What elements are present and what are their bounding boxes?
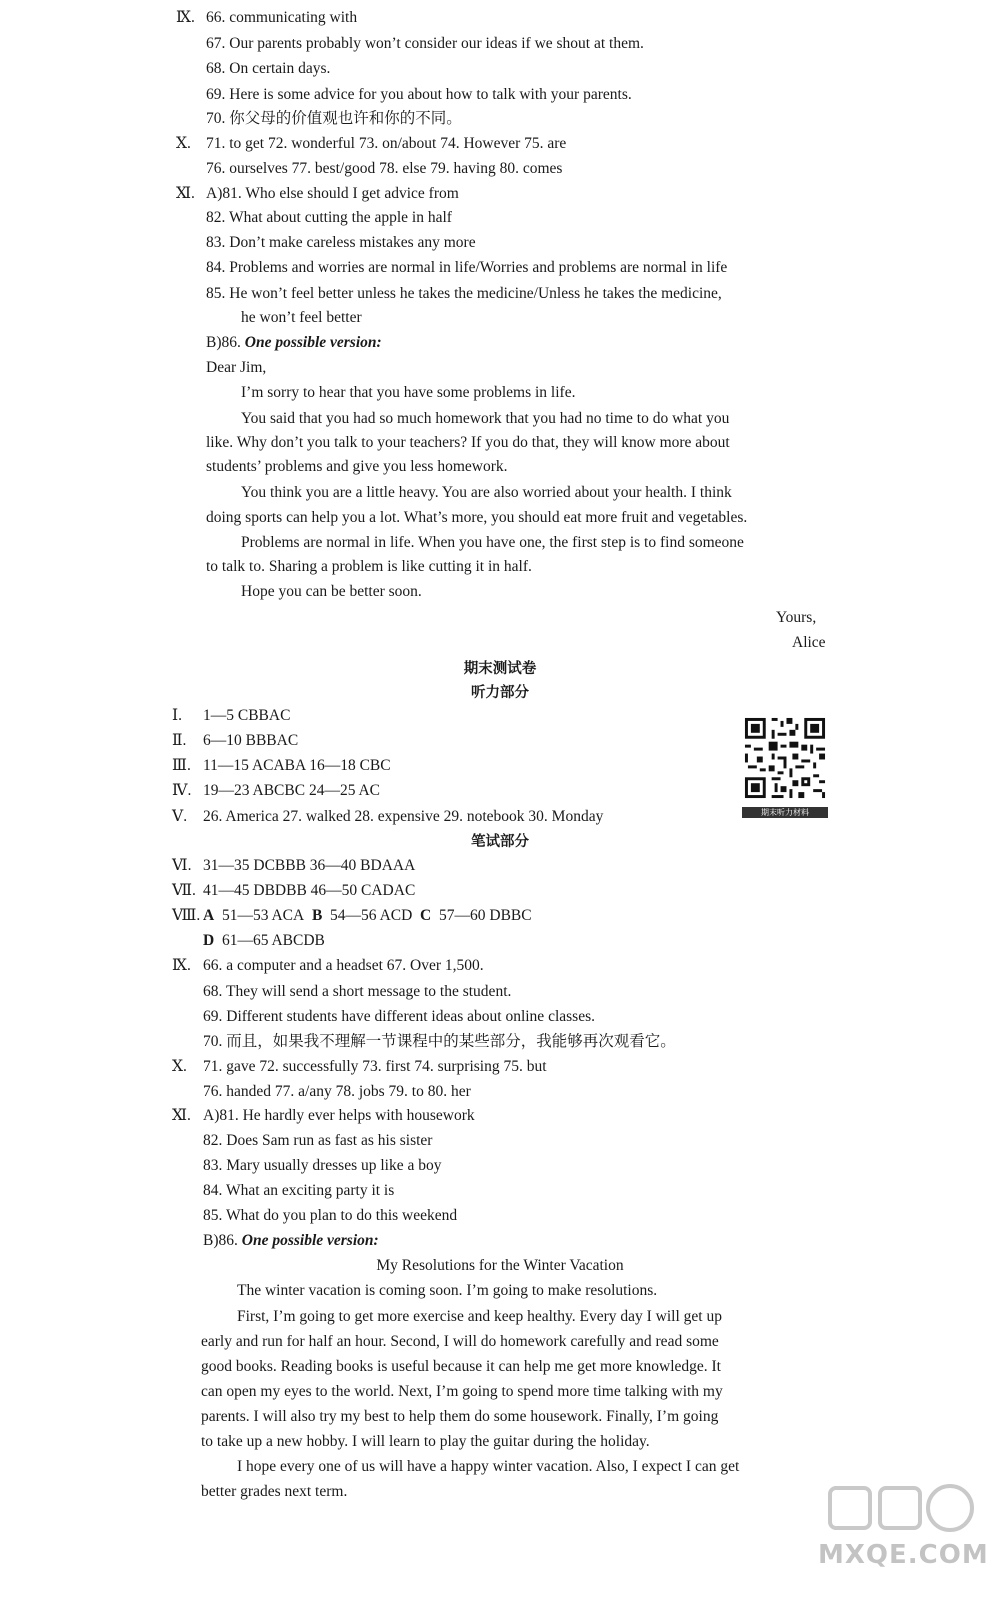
essay-line: can open my eyes to the world. Next, I’m going to spend more time talking with my: [201, 1383, 723, 1400]
answer-line: he won’t feel better: [241, 309, 362, 326]
section-roman: Ⅲ.: [172, 757, 191, 774]
essay-line: parents. I will also try my best to help them do some housework. Finally, I’m going: [201, 1408, 719, 1425]
letter-line: doing sports can help you a lot. What’s more, you should eat more fruit and vegetables.: [206, 509, 748, 526]
writing-label: B)86. One possible version:: [203, 1232, 379, 1249]
letter-line: You think you are a little heavy. You are also worried about your health. I think: [241, 484, 732, 501]
answer-line: A 51—53 ACA B 54—56 ACD C 57—60 DBBC: [203, 907, 532, 924]
section-roman: Ⅸ.: [176, 9, 195, 26]
answer-line: A)81. Who else should I get advice from: [206, 185, 459, 202]
essay-line: First, I’m going to get more exercise and keep healthy. Every day I will get up: [237, 1308, 722, 1325]
answer-line: 76. ourselves 77. best/good 78. else 79. having 80. comes: [206, 160, 563, 177]
letter-line: Hope you can be better soon.: [241, 583, 422, 600]
letter-line: to talk to. Sharing a problem is like cutting it in half.: [206, 558, 532, 575]
qr-code[interactable]: [742, 714, 828, 817]
answer-line: 85. He won’t feel better unless he takes the medicine/Unless he takes the medicine,: [206, 285, 722, 302]
answer-line: 31—35 DCBBB 36—40 BDAAA: [203, 857, 416, 874]
answer-line: 41—45 DBDBB 46—50 CADAC: [203, 882, 416, 899]
answer-line: 82. Does Sam run as fast as his sister: [203, 1132, 433, 1149]
answer-line: 83. Don’t make careless mistakes any more: [206, 234, 476, 251]
letter-signature: Alice: [792, 634, 826, 651]
answer-line: 67. Our parents probably won’t consider our ideas if we shout at them.: [206, 35, 644, 52]
answer-line: 11—15 ACABA 16—18 CBC: [203, 757, 391, 774]
section-roman: Ⅹ.: [176, 135, 191, 152]
section-roman: Ⅺ.: [176, 185, 195, 202]
essay-line: I hope every one of us will have a happy winter vacation. Also, I expect I can get: [237, 1458, 740, 1475]
essay-title: My Resolutions for the Winter Vacation: [376, 1257, 624, 1274]
letter-line: Dear Jim,: [206, 359, 267, 376]
essay-line: better grades next term.: [201, 1483, 348, 1500]
letter-line: You said that you had so much homework that you had no time to do what you: [241, 410, 730, 427]
essay-line: early and run for half an hour. Second, I will do homework carefully and read some: [201, 1333, 719, 1350]
answer-line: 84. What an exciting party it is: [203, 1182, 395, 1199]
answer-line: 66. communicating with: [206, 9, 358, 26]
answer-line: 82. What about cutting the apple in half: [206, 209, 452, 226]
essay-line: good books. Reading books is useful because it can help me get more knowledge. It: [201, 1358, 721, 1375]
letter-line: Problems are normal in life. When you have one, the first step is to find someone: [241, 534, 744, 551]
section-roman: Ⅰ.: [172, 707, 182, 724]
essay-line: The winter vacation is coming soon. I’m going to make resolutions.: [237, 1282, 658, 1299]
writing-title: 笔试部分: [471, 834, 529, 850]
answer-line: 85. What do you plan to do this weekend: [203, 1207, 458, 1224]
answer-line: A)81. He hardly ever helps with housework: [203, 1107, 475, 1124]
answer-line: 66. a computer and a headset 67. Over 1,500.: [203, 957, 484, 974]
section-roman: Ⅵ.: [172, 857, 192, 874]
answer-line: 19—23 ABCBC 24—25 AC: [203, 782, 380, 799]
letter-line: like. Why don’t you talk to your teachers? If you do that, they will know more about: [206, 434, 730, 451]
answer-line: 6—10 BBBAC: [203, 732, 299, 749]
answer-line: 83. Mary usually dresses up like a boy: [203, 1157, 442, 1174]
listening-title: 听力部分: [471, 685, 529, 701]
answer-line: 69. Here is some advice for you about how to talk with your parents.: [206, 86, 632, 103]
answer-line: 76. handed 77. a/any 78. jobs 79. to 80. her: [203, 1083, 471, 1100]
final-test-title: 期末测试卷: [463, 661, 537, 677]
section-roman: Ⅸ.: [172, 957, 191, 974]
writing-label: B)86. One possible version:: [206, 334, 382, 351]
section-roman: Ⅴ.: [172, 808, 188, 825]
section-roman: Ⅶ.: [172, 882, 196, 899]
answer-line: 68. On certain days.: [206, 60, 331, 77]
answer-line: 26. America 27. walked 28. expensive 29. notebook 30. Monday: [203, 808, 604, 825]
qr-code-icon: [742, 714, 828, 802]
answer-line: 70. 而且，如果我不理解一节课程中的某些部分，我能够再次观看它。: [203, 1033, 676, 1050]
essay-line: to take up a new hobby. I will learn to play the guitar during the holiday.: [201, 1433, 650, 1450]
answer-line: D 61—65 ABCDB: [203, 932, 325, 949]
watermark-icon: [818, 1480, 988, 1590]
watermark-logo: [818, 1480, 988, 1590]
answer-line: 69. Different students have different ideas about online classes.: [203, 1008, 595, 1025]
letter-line: I’m sorry to hear that you have some problems in life.: [241, 384, 576, 401]
answer-line: 84. Problems and worries are normal in life/Worries and problems are normal in life: [206, 259, 728, 276]
letter-line: students’ problems and give you less homework.: [206, 458, 508, 475]
section-roman: Ⅷ.: [172, 907, 201, 924]
letter-closing: Yours,: [776, 609, 817, 626]
answer-line: 70. 你父母的价值观也许和你的不同。: [206, 110, 462, 127]
section-roman: Ⅳ.: [172, 782, 192, 799]
answer-line: 1—5 CBBAC: [203, 707, 291, 724]
section-roman: Ⅹ.: [172, 1058, 187, 1075]
watermark-text: MXQE.COM: [818, 1540, 989, 1570]
qr-caption: 期末听力材料: [742, 807, 828, 818]
section-roman: Ⅺ.: [172, 1107, 191, 1124]
answer-line: 71. gave 72. successfully 73. first 74. surprising 75. but: [203, 1058, 547, 1075]
answer-line: 71. to get 72. wonderful 73. on/about 74. However 75. are: [206, 135, 567, 152]
section-roman: Ⅱ.: [172, 732, 187, 749]
answer-line: 68. They will send a short message to the student.: [203, 983, 512, 1000]
